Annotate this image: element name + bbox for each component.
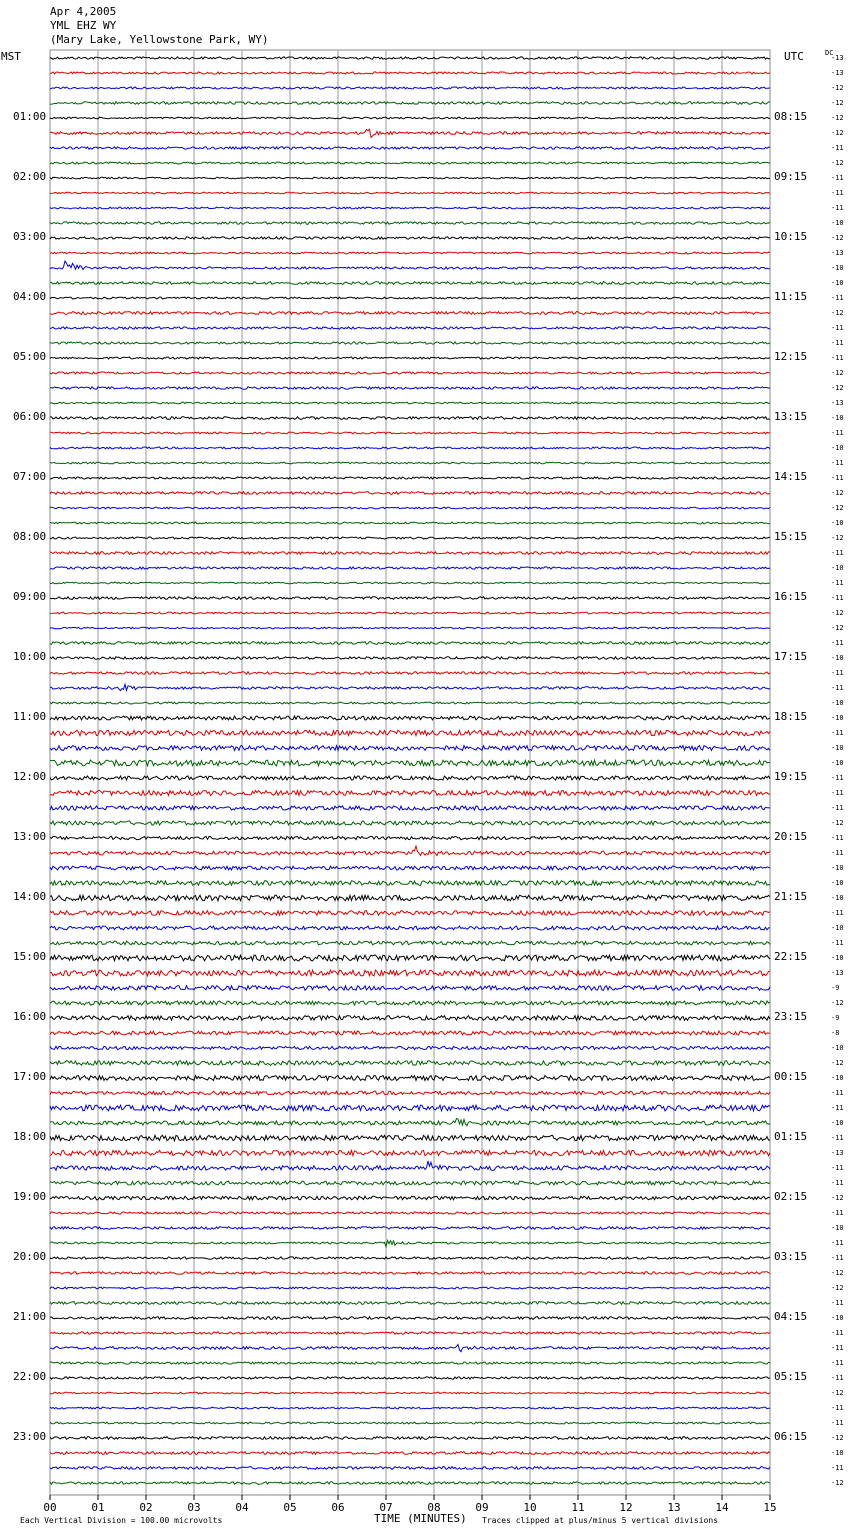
dc-offset-38: -12 xyxy=(831,624,844,632)
trace-93 xyxy=(50,1452,770,1455)
hour-label-left-20: 21:00 xyxy=(13,1310,47,1323)
hour-label-right-3: 11:15 xyxy=(774,290,808,303)
trace-65 xyxy=(50,1031,770,1035)
trace-87 xyxy=(50,1362,770,1364)
hour-label-left-1: 02:00 xyxy=(13,170,47,183)
hour-label-right-9: 17:15 xyxy=(774,650,808,663)
dc-offset-27: -11 xyxy=(831,459,844,467)
dc-offset-36: -11 xyxy=(831,594,844,602)
trace-90 xyxy=(50,1407,770,1409)
hour-label-right-17: 01:15 xyxy=(774,1130,808,1143)
x-tick-label-4: 04 xyxy=(235,1501,249,1514)
station-location: (Mary Lake, Yellowstone Park, WY) xyxy=(50,33,269,46)
trace-73 xyxy=(50,1150,770,1155)
dc-offset-95: -12 xyxy=(831,1479,844,1487)
trace-79 xyxy=(50,1240,770,1246)
trace-83 xyxy=(50,1302,770,1305)
x-tick-label-2: 02 xyxy=(139,1501,153,1514)
trace-41 xyxy=(50,672,770,675)
hour-label-left-15: 16:00 xyxy=(13,1010,47,1023)
hour-label-right-12: 20:15 xyxy=(774,830,808,843)
dc-offset-29: -12 xyxy=(831,489,844,497)
dc-offset-81: -12 xyxy=(831,1269,844,1277)
hour-label-right-2: 10:15 xyxy=(774,230,808,243)
trace-43 xyxy=(50,702,770,704)
dc-offset-39: -11 xyxy=(831,639,844,647)
trace-49 xyxy=(50,791,770,796)
trace-5 xyxy=(50,129,770,137)
trace-39 xyxy=(50,642,770,645)
trace-78 xyxy=(50,1227,770,1230)
dc-offset-header: DC xyxy=(825,49,834,57)
x-tick-label-15: 15 xyxy=(763,1501,777,1514)
right-timezone-label: UTC xyxy=(784,50,804,63)
dc-offset-16: -11 xyxy=(831,294,844,302)
dc-offset-93: -10 xyxy=(831,1449,844,1457)
dc-offset-35: -11 xyxy=(831,579,844,587)
x-tick-label-7: 07 xyxy=(379,1501,393,1514)
dc-offset-56: -10 xyxy=(831,894,844,902)
dc-offset-4: -12 xyxy=(831,114,844,122)
x-tick-label-1: 01 xyxy=(91,1501,105,1514)
dc-offset-94: -11 xyxy=(831,1464,844,1472)
hour-label-right-14: 22:15 xyxy=(774,950,808,963)
trace-9 xyxy=(50,192,770,194)
dc-offset-57: -11 xyxy=(831,909,844,917)
x-tick-label-0: 00 xyxy=(43,1501,57,1514)
trace-27 xyxy=(50,462,770,464)
dc-offset-43: -10 xyxy=(831,699,844,707)
trace-85 xyxy=(50,1332,770,1334)
dc-offset-78: -10 xyxy=(831,1224,844,1232)
station-code: YML EHZ WY xyxy=(50,19,117,32)
dc-offset-7: -12 xyxy=(831,159,844,167)
dc-offset-50: -11 xyxy=(831,804,844,812)
trace-14 xyxy=(50,261,770,270)
dc-offset-44: -10 xyxy=(831,714,844,722)
dc-offset-23: -13 xyxy=(831,399,844,407)
dc-offset-15: -10 xyxy=(831,279,844,287)
trace-72 xyxy=(50,1135,770,1140)
trace-81 xyxy=(50,1272,770,1274)
hour-label-right-8: 16:15 xyxy=(774,590,808,603)
trace-64 xyxy=(50,1016,770,1021)
dc-offset-37: -12 xyxy=(831,609,844,617)
dc-offset-21: -12 xyxy=(831,369,844,377)
hour-label-right-21: 05:15 xyxy=(774,1370,808,1383)
hour-label-right-20: 04:15 xyxy=(774,1310,808,1323)
trace-30 xyxy=(50,507,770,509)
dc-offset-42: -11 xyxy=(831,684,844,692)
dc-offset-80: -11 xyxy=(831,1254,844,1262)
trace-32 xyxy=(50,537,770,539)
hour-label-right-4: 12:15 xyxy=(774,350,808,363)
hour-label-right-16: 00:15 xyxy=(774,1070,808,1083)
trace-86 xyxy=(50,1345,770,1352)
trace-25 xyxy=(50,432,770,434)
dc-offset-13: -13 xyxy=(831,249,844,257)
trace-71 xyxy=(50,1119,770,1126)
trace-11 xyxy=(50,222,770,224)
trace-20 xyxy=(50,357,770,359)
clip-note: Traces clipped at plus/minus 5 vertical divisions xyxy=(482,1516,719,1525)
dc-offset-86: -11 xyxy=(831,1344,844,1352)
trace-45 xyxy=(50,730,770,735)
x-tick-label-3: 03 xyxy=(187,1501,201,1514)
hour-label-left-22: 23:00 xyxy=(13,1430,47,1443)
hour-label-left-17: 18:00 xyxy=(13,1130,47,1143)
dc-offset-83: -11 xyxy=(831,1299,844,1307)
dc-offset-54: -10 xyxy=(831,864,844,872)
trace-60 xyxy=(50,955,770,961)
trace-84 xyxy=(50,1317,770,1320)
dc-offset-33: -11 xyxy=(831,549,844,557)
hour-label-right-15: 23:15 xyxy=(774,1010,808,1023)
hour-label-right-0: 08:15 xyxy=(774,110,808,123)
x-tick-label-13: 13 xyxy=(667,1501,681,1514)
dc-offset-58: -10 xyxy=(831,924,844,932)
x-tick-label-9: 09 xyxy=(475,1501,489,1514)
plot-date: Apr 4,2005 xyxy=(50,5,117,18)
dc-offset-68: -10 xyxy=(831,1074,844,1082)
trace-59 xyxy=(50,941,770,945)
hour-label-left-13: 14:00 xyxy=(13,890,47,903)
trace-24 xyxy=(50,417,770,420)
trace-40 xyxy=(50,657,770,660)
dc-offset-66: -10 xyxy=(831,1044,844,1052)
trace-82 xyxy=(50,1287,770,1289)
trace-38 xyxy=(50,627,770,629)
trace-76 xyxy=(50,1196,770,1200)
seismic-traces xyxy=(50,57,770,1485)
trace-89 xyxy=(50,1392,770,1394)
dc-offset-40: -10 xyxy=(831,654,844,662)
trace-7 xyxy=(50,162,770,164)
trace-57 xyxy=(50,911,770,916)
dc-offset-89: -12 xyxy=(831,1389,844,1397)
hour-label-right-10: 18:15 xyxy=(774,710,808,723)
hour-label-left-10: 11:00 xyxy=(13,710,47,723)
dc-offset-25: -11 xyxy=(831,429,844,437)
dc-offset-75: -11 xyxy=(831,1179,844,1187)
dc-offset-20: -11 xyxy=(831,354,844,362)
dc-offset-82: -12 xyxy=(831,1284,844,1292)
hour-label-right-5: 13:15 xyxy=(774,410,808,423)
trace-52 xyxy=(50,836,770,839)
x-tick-label-8: 08 xyxy=(427,1501,441,1514)
hour-label-right-11: 19:15 xyxy=(774,770,808,783)
trace-95 xyxy=(50,1482,770,1485)
dc-offset-32: -12 xyxy=(831,534,844,542)
dc-offset-73: -13 xyxy=(831,1149,844,1157)
trace-46 xyxy=(50,746,770,751)
trace-37 xyxy=(50,612,770,614)
trace-15 xyxy=(50,282,770,285)
hour-label-left-5: 06:00 xyxy=(13,410,47,423)
dc-offset-90: -11 xyxy=(831,1404,844,1412)
dc-offset-11: -10 xyxy=(831,219,844,227)
dc-offset-19: -11 xyxy=(831,339,844,347)
trace-22 xyxy=(50,387,770,389)
x-tick-label-5: 05 xyxy=(283,1501,297,1514)
trace-77 xyxy=(50,1212,770,1214)
trace-50 xyxy=(50,806,770,810)
dc-offset-61: -13 xyxy=(831,969,844,977)
dc-offset-46: -10 xyxy=(831,744,844,752)
dc-offset-85: -11 xyxy=(831,1329,844,1337)
hour-label-left-21: 22:00 xyxy=(13,1370,47,1383)
hour-label-left-3: 04:00 xyxy=(13,290,47,303)
trace-48 xyxy=(50,776,770,780)
trace-54 xyxy=(50,866,770,870)
dc-offset-60: -10 xyxy=(831,954,844,962)
dc-offset-6: -11 xyxy=(831,144,844,152)
hour-label-left-6: 07:00 xyxy=(13,470,47,483)
hour-label-left-9: 10:00 xyxy=(13,650,47,663)
dc-offset-70: -11 xyxy=(831,1104,844,1112)
trace-58 xyxy=(50,926,770,930)
dc-offset-64: -9 xyxy=(831,1014,840,1022)
dc-offset-59: -11 xyxy=(831,939,844,947)
trace-75 xyxy=(50,1181,770,1185)
trace-13 xyxy=(50,252,770,254)
hour-label-left-18: 19:00 xyxy=(13,1190,47,1203)
trace-94 xyxy=(50,1467,770,1470)
dc-offset-31: -10 xyxy=(831,519,844,527)
dc-offset-14: -10 xyxy=(831,264,844,272)
dc-offset-55: -10 xyxy=(831,879,844,887)
x-axis-title: TIME (MINUTES) xyxy=(374,1512,467,1525)
hour-label-right-1: 09:15 xyxy=(774,170,808,183)
trace-23 xyxy=(50,402,770,404)
dc-offset-91: -11 xyxy=(831,1419,844,1427)
hour-label-left-16: 17:00 xyxy=(13,1070,47,1083)
trace-0 xyxy=(50,57,770,59)
dc-offset-74: -11 xyxy=(831,1164,844,1172)
hour-label-left-8: 09:00 xyxy=(13,590,47,603)
dc-offset-51: -12 xyxy=(831,819,844,827)
hour-label-left-12: 13:00 xyxy=(13,830,47,843)
trace-33 xyxy=(50,552,770,555)
trace-56 xyxy=(50,895,770,901)
hour-label-right-22: 06:15 xyxy=(774,1430,808,1443)
dc-offset-9: -11 xyxy=(831,189,844,197)
hour-label-left-11: 12:00 xyxy=(13,770,47,783)
trace-31 xyxy=(50,522,770,524)
dc-offset-28: -11 xyxy=(831,474,844,482)
dc-offset-92: -12 xyxy=(831,1434,844,1442)
hour-label-left-0: 01:00 xyxy=(13,110,47,123)
dc-offset-1: -13 xyxy=(831,69,844,77)
trace-66 xyxy=(50,1046,770,1049)
trace-69 xyxy=(50,1091,770,1095)
dc-offset-45: -11 xyxy=(831,729,844,737)
dc-offset-52: -11 xyxy=(831,834,844,842)
dc-offset-69: -11 xyxy=(831,1089,844,1097)
trace-80 xyxy=(50,1257,770,1259)
hour-label-right-7: 15:15 xyxy=(774,530,808,543)
trace-8 xyxy=(50,177,770,179)
trace-3 xyxy=(50,102,770,105)
dc-offset-24: -10 xyxy=(831,414,844,422)
trace-29 xyxy=(50,492,770,495)
dc-offset-48: -11 xyxy=(831,774,844,782)
trace-62 xyxy=(50,986,770,991)
trace-10 xyxy=(50,207,770,209)
trace-21 xyxy=(50,372,770,374)
dc-offset-30: -12 xyxy=(831,504,844,512)
trace-67 xyxy=(50,1061,770,1066)
trace-28 xyxy=(50,477,770,479)
dc-offset-12: -12 xyxy=(831,234,844,242)
trace-92 xyxy=(50,1437,770,1440)
x-tick-label-6: 06 xyxy=(331,1501,345,1514)
trace-61 xyxy=(50,970,770,976)
trace-4 xyxy=(50,117,770,119)
dc-offset-77: -11 xyxy=(831,1209,844,1217)
hour-label-left-2: 03:00 xyxy=(13,230,47,243)
dc-offset-62: -9 xyxy=(831,984,840,992)
x-tick-label-11: 11 xyxy=(571,1501,585,1514)
trace-1 xyxy=(50,72,770,74)
dc-offset-0: -13 xyxy=(831,54,844,62)
hour-label-right-19: 03:15 xyxy=(774,1250,808,1263)
trace-18 xyxy=(50,327,770,329)
x-tick-label-12: 12 xyxy=(619,1501,633,1514)
x-tick-label-10: 10 xyxy=(523,1501,537,1514)
left-timezone-label: MST xyxy=(1,50,21,63)
trace-91 xyxy=(50,1422,770,1424)
dc-offset-47: -10 xyxy=(831,759,844,767)
dc-offset-49: -11 xyxy=(831,789,844,797)
dc-offset-26: -10 xyxy=(831,444,844,452)
trace-51 xyxy=(50,821,770,825)
dc-offset-67: -12 xyxy=(831,1059,844,1067)
trace-2 xyxy=(50,87,770,89)
hour-label-right-13: 21:15 xyxy=(774,890,808,903)
dc-offset-34: -10 xyxy=(831,564,844,572)
trace-34 xyxy=(50,567,770,569)
trace-68 xyxy=(50,1076,770,1081)
trace-74 xyxy=(50,1161,770,1170)
trace-6 xyxy=(50,147,770,149)
dc-offset-79: -11 xyxy=(831,1239,844,1247)
dc-offset-53: -11 xyxy=(831,849,844,857)
trace-19 xyxy=(50,342,770,344)
trace-35 xyxy=(50,582,770,584)
dc-offset-87: -11 xyxy=(831,1359,844,1367)
dc-offset-63: -12 xyxy=(831,999,844,1007)
hour-label-left-4: 05:00 xyxy=(13,350,47,363)
hour-label-left-7: 08:00 xyxy=(13,530,47,543)
dc-offset-41: -11 xyxy=(831,669,844,677)
trace-88 xyxy=(50,1377,770,1379)
dc-offset-5: -12 xyxy=(831,129,844,137)
trace-16 xyxy=(50,297,770,299)
dc-offset-72: -11 xyxy=(831,1134,844,1142)
trace-36 xyxy=(50,597,770,600)
trace-47 xyxy=(50,760,770,766)
trace-17 xyxy=(50,312,770,315)
hour-label-right-18: 02:15 xyxy=(774,1190,808,1203)
hour-label-left-14: 15:00 xyxy=(13,950,47,963)
dc-offset-10: -11 xyxy=(831,204,844,212)
hour-label-left-19: 20:00 xyxy=(13,1250,47,1263)
dc-offset-84: -10 xyxy=(831,1314,844,1322)
trace-12 xyxy=(50,237,770,239)
dc-offset-8: -11 xyxy=(831,174,844,182)
dc-offset-18: -11 xyxy=(831,324,844,332)
dc-offset-22: -12 xyxy=(831,384,844,392)
trace-44 xyxy=(50,716,770,720)
trace-55 xyxy=(50,881,770,886)
trace-26 xyxy=(50,447,770,449)
dc-offset-2: -12 xyxy=(831,84,844,92)
x-tick-label-14: 14 xyxy=(715,1501,729,1514)
trace-70 xyxy=(50,1105,770,1111)
dc-offset-76: -12 xyxy=(831,1194,844,1202)
trace-53 xyxy=(50,846,770,855)
scale-note: Each Vertical Division = 100.00 microvolts xyxy=(20,1516,223,1525)
hour-label-right-6: 14:15 xyxy=(774,470,808,483)
dc-offset-3: -12 xyxy=(831,99,844,107)
dc-offset-17: -12 xyxy=(831,309,844,317)
trace-42 xyxy=(50,684,770,690)
dc-offset-65: -8 xyxy=(831,1029,840,1037)
trace-63 xyxy=(50,1001,770,1005)
dc-offset-71: -10 xyxy=(831,1119,844,1127)
dc-offset-88: -11 xyxy=(831,1374,844,1382)
